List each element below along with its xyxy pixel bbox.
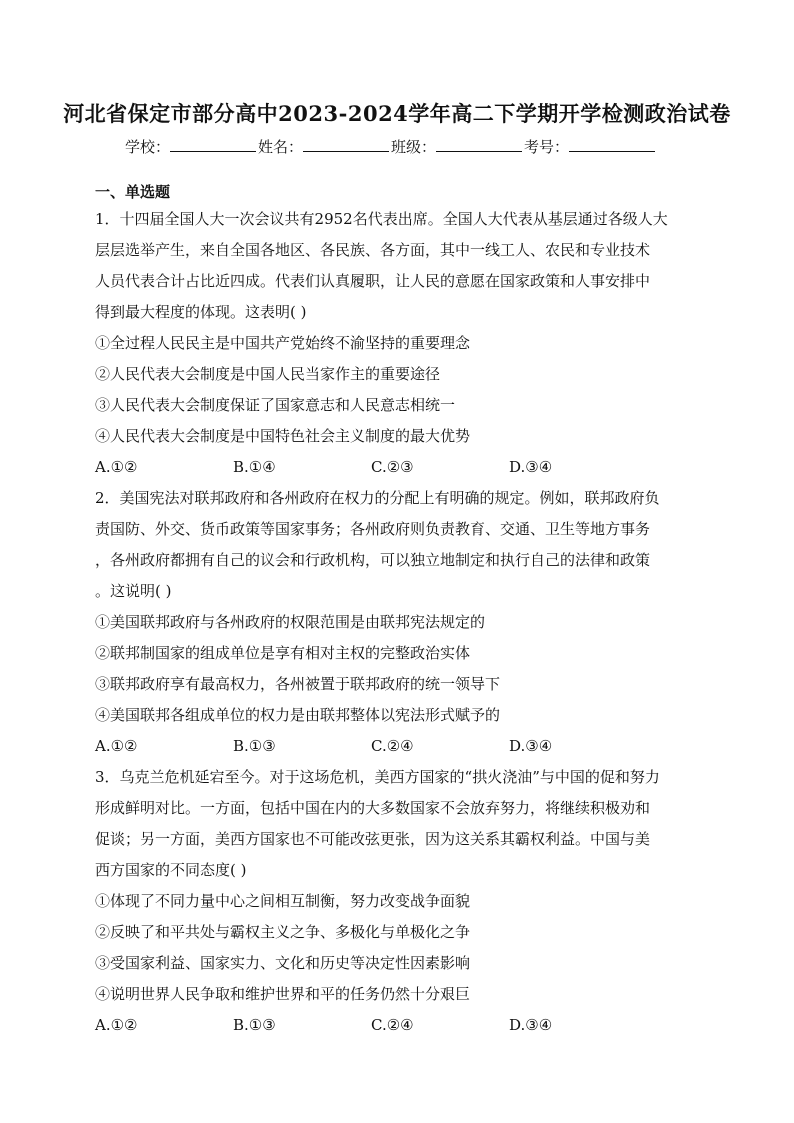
option-d[interactable]: D.③④: [509, 1016, 553, 1034]
answer-options: [95, 452, 705, 483]
option-c[interactable]: C.②④: [371, 1016, 414, 1034]
school-blank[interactable]: [170, 137, 256, 152]
question-stem: [95, 204, 705, 328]
stem-line: 责国防、外交、货币政策等国家事务；各州政府则负责教育、交通、卫生等地方事务: [95, 520, 651, 538]
statement: ④美国联邦各组成单位的权力是由联邦整体以宪法形式赋予的: [95, 706, 501, 724]
section-title: 一、单选题: [95, 183, 171, 201]
question-3: [95, 762, 705, 1041]
stem-line: 形成鲜明对比。一方面，包括中国在内的大多数国家不会放弃努力，将继续积极劝和: [95, 799, 651, 817]
answer-options: [95, 1010, 705, 1041]
question-list: [95, 204, 705, 1041]
exam-number-label: 考号：: [524, 138, 570, 156]
statement: ②反映了和平共处与霸权主义之争、多极化与单极化之争: [95, 923, 471, 941]
option-d[interactable]: D.③④: [509, 737, 553, 755]
option-d[interactable]: D.③④: [509, 458, 553, 476]
name-blank[interactable]: [303, 137, 389, 152]
stem-line: 人员代表合计占比近四成。代表们认真履职，让人民的意愿在国家政策和人事安排中: [95, 272, 651, 290]
exam-number-field[interactable]: [524, 136, 657, 157]
stem-line: 西方国家的不同态度( ): [95, 861, 247, 879]
option-b[interactable]: B.①③: [233, 1016, 276, 1034]
statement: ①美国联邦政府与各州政府的权限范围是由联邦宪法规定的: [95, 613, 486, 631]
statement: ①全过程人民民主是中国共产党始终不渝坚持的重要理念: [95, 334, 471, 352]
question-1: [95, 204, 705, 483]
stem-line: 促谈；另一方面，美西方国家也不可能改弦更张，因为这关系其霸权利益。中国与美: [95, 830, 651, 848]
school-label: 学校：: [125, 138, 171, 156]
stem-line: 1．十四届全国人大一次会议共有2952名代表出席。全国人大代表从基层通过各级人大: [95, 210, 668, 228]
student-info-fields: [125, 136, 657, 157]
school-field[interactable]: [125, 136, 258, 157]
name-field[interactable]: [258, 136, 391, 157]
answer-options: [95, 731, 705, 762]
question-stem: [95, 762, 705, 886]
statement: ④说明世界人民争取和维护世界和平的任务仍然十分艰巨: [95, 985, 471, 1003]
stem-line: 层层选举产生，来自全国各地区、各民族、各方面，其中一线工人、农民和专业技术: [95, 241, 651, 259]
option-b[interactable]: B.①③: [233, 737, 276, 755]
class-label: 班级：: [391, 138, 437, 156]
statement: ①体现了不同力量中心之间相互制衡，努力改变战争面貌: [95, 892, 471, 910]
option-c[interactable]: C.②④: [371, 737, 414, 755]
statement: ②联邦制国家的组成单位是享有相对主权的完整政治实体: [95, 644, 471, 662]
stem-line: 得到最大程度的体现。这表明( ): [95, 303, 307, 321]
class-blank[interactable]: [436, 137, 522, 152]
statement: ③受国家利益、国家实力、文化和历史等决定性因素影响: [95, 954, 471, 972]
stem-line: ，各州政府都拥有自己的议会和行政机构，可以独立地制定和执行自己的法律和政策: [95, 551, 651, 569]
statement: ④人民代表大会制度是中国特色社会主义制度的最大优势: [95, 427, 471, 445]
option-c[interactable]: C.②③: [371, 458, 414, 476]
statement: ③联邦政府享有最高权力，各州被置于联邦政府的统一领导下: [95, 675, 501, 693]
stem-line: 。这说明( ): [95, 582, 172, 600]
stem-line: 3．乌克兰危机延宕至今。对于这场危机，美西方国家的“拱火浇油”与中国的促和努力: [95, 768, 660, 786]
statement: ②人民代表大会制度是中国人民当家作主的重要途径: [95, 365, 441, 383]
exam-title: 河北省保定市部分高中2023-2024学年高二下学期开学检测政治试卷: [63, 101, 731, 126]
name-label: 姓名：: [258, 138, 304, 156]
class-field[interactable]: [391, 136, 524, 157]
option-b[interactable]: B.①④: [233, 458, 276, 476]
option-a[interactable]: A.①②: [95, 737, 138, 755]
stem-line: 2．美国宪法对联邦政府和各州政府在权力的分配上有明确的规定。例如，联邦政府负: [95, 489, 660, 507]
question-2: [95, 483, 705, 762]
statement: ③人民代表大会制度保证了国家意志和人民意志相统一: [95, 396, 456, 414]
option-a[interactable]: A.①②: [95, 458, 138, 476]
exam-number-blank[interactable]: [569, 137, 655, 152]
option-a[interactable]: A.①②: [95, 1016, 138, 1034]
question-stem: [95, 483, 705, 607]
